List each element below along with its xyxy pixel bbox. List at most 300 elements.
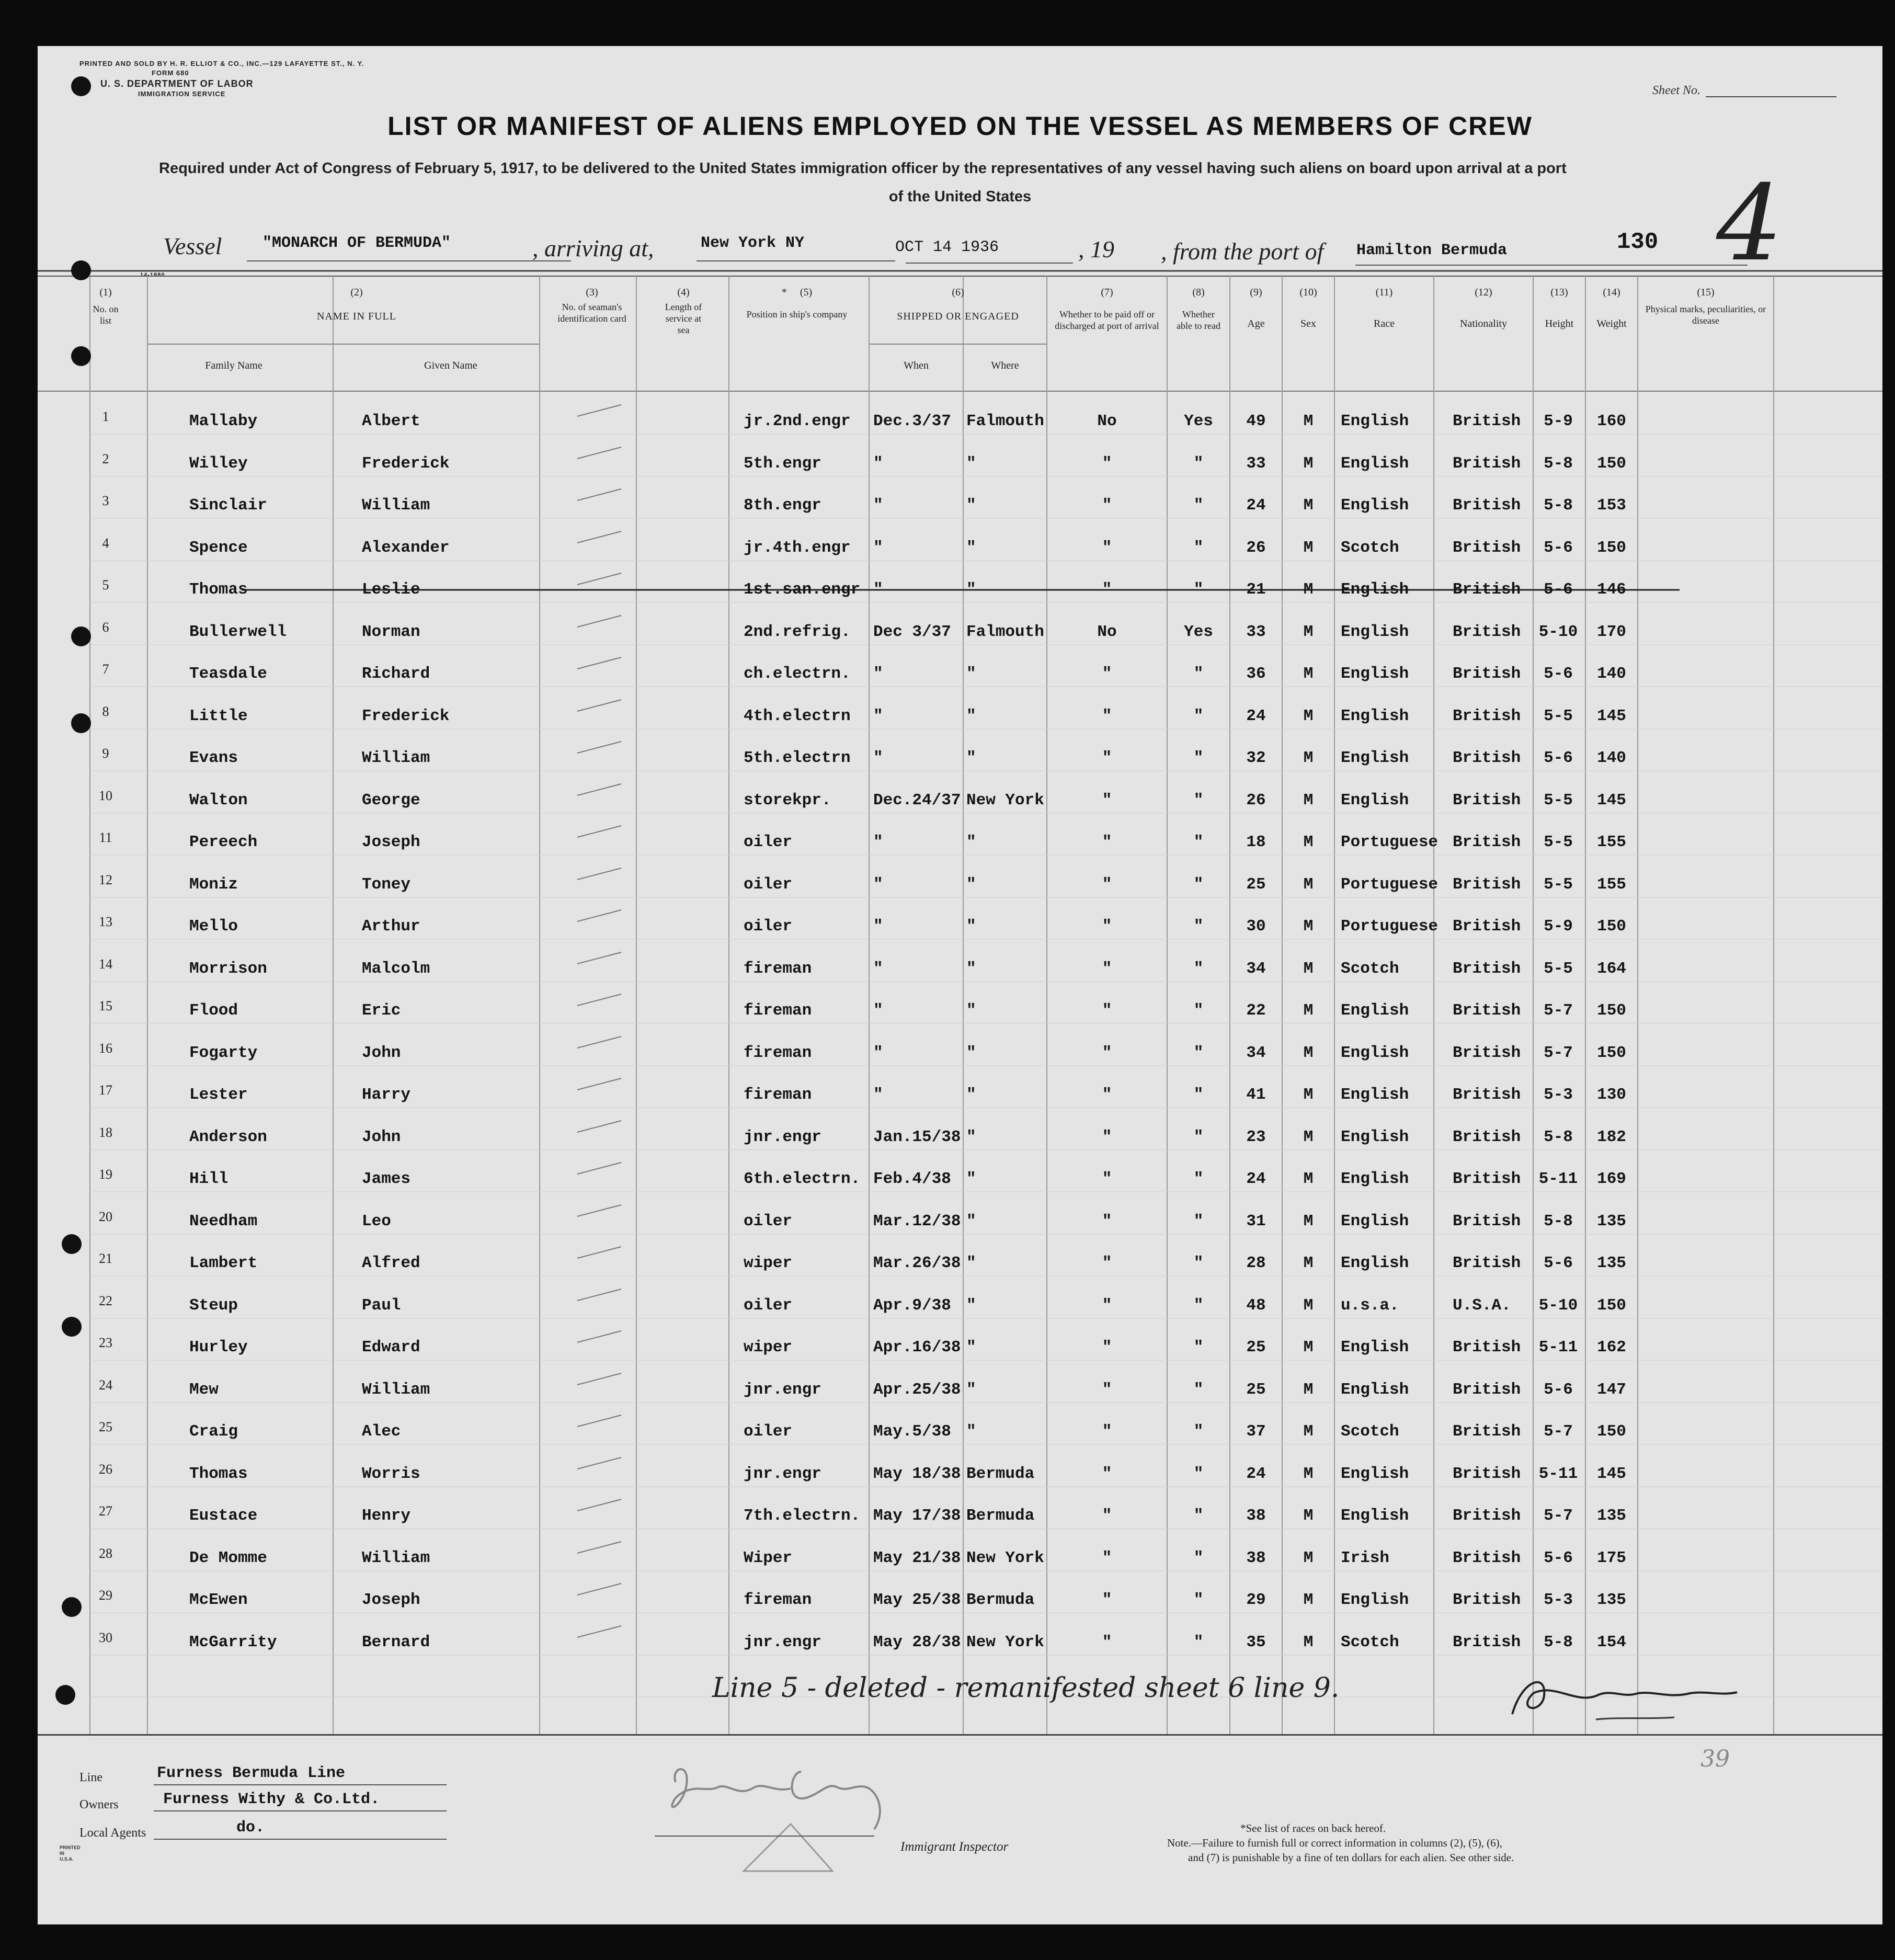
list-number: 22 <box>99 1293 112 1308</box>
table-row <box>38 1293 1882 1328</box>
shipped-where: " <box>966 496 976 515</box>
shipped-when: " <box>873 749 883 767</box>
able-to-read: " <box>1193 1001 1204 1020</box>
id-card-tick <box>576 824 623 839</box>
position: jr.2nd.engr <box>744 412 851 430</box>
able-to-read: " <box>1193 1381 1204 1399</box>
table-row <box>38 1377 1882 1412</box>
punch-hole <box>71 346 91 366</box>
height: 5-8 <box>1544 496 1573 515</box>
family-name: Thomas <box>189 1465 248 1483</box>
agents-underline <box>154 1839 447 1840</box>
weight: 160 <box>1597 412 1626 430</box>
race: English <box>1341 1507 1409 1525</box>
table-row <box>38 493 1882 528</box>
shipped-where: " <box>966 960 976 978</box>
nationality: British <box>1453 1507 1521 1525</box>
list-number: 30 <box>99 1630 112 1645</box>
col-2-header: (2) NAME IN FULL <box>317 287 396 322</box>
shipped-where: " <box>966 833 976 851</box>
shipped-when: " <box>873 580 883 599</box>
from-port-label: , from the port of <box>1161 238 1324 265</box>
owners-value: Furness Withy & Co.Ltd. <box>163 1791 380 1808</box>
age: 24 <box>1246 707 1266 725</box>
table-row <box>38 409 1882 443</box>
shipped-when: " <box>873 539 883 557</box>
shipped-where: " <box>966 665 976 683</box>
given-name: Frederick <box>362 707 450 725</box>
table-row <box>38 1630 1882 1665</box>
position: ch.electrn. <box>744 665 851 683</box>
fine-note-line-1: Note.—Failure to furnish full or correct information in columns (2), (5), (6), <box>1167 1837 1502 1849</box>
weight: 169 <box>1597 1170 1626 1188</box>
service-label: IMMIGRATION SERVICE <box>138 90 226 98</box>
family-name: Evans <box>189 749 238 767</box>
weight: 154 <box>1597 1633 1626 1651</box>
year-label: , 19 <box>1078 236 1114 263</box>
id-card-tick <box>576 529 623 545</box>
race: English <box>1341 1465 1409 1483</box>
weight: 155 <box>1597 833 1626 851</box>
family-name: Needham <box>189 1212 258 1230</box>
list-number: 3 <box>102 493 109 508</box>
age: 25 <box>1246 875 1266 894</box>
shipped-where: New York <box>966 1633 1044 1651</box>
position: 2nd.refrig. <box>744 623 851 641</box>
position: jnr.engr <box>744 1465 821 1483</box>
id-card-tick <box>576 445 623 461</box>
list-number: 15 <box>99 998 112 1013</box>
table-row <box>38 1251 1882 1285</box>
shipped-where: " <box>966 1001 976 1020</box>
able-to-read: " <box>1193 960 1204 978</box>
col-13-header: (13) Height <box>1545 287 1574 329</box>
able-to-read: Yes <box>1184 412 1213 430</box>
height: 5-3 <box>1544 1591 1573 1609</box>
shipped-when: " <box>873 1086 883 1104</box>
arrival-date-stamp: OCT 14 1936 <box>895 238 999 256</box>
nationality: British <box>1453 875 1521 894</box>
line-label: Line <box>79 1771 102 1784</box>
height: 5-5 <box>1544 875 1573 894</box>
id-card-tick <box>576 487 623 503</box>
given-name: John <box>362 1044 401 1062</box>
sex: M <box>1303 496 1314 515</box>
corner-mark: 4 <box>1716 163 1783 284</box>
age: 23 <box>1246 1128 1266 1146</box>
able-to-read: Yes <box>1184 623 1213 641</box>
punch-hole <box>71 713 91 733</box>
position: Wiper <box>744 1549 793 1567</box>
position: jnr.engr <box>744 1381 821 1399</box>
shipped-when: " <box>873 496 883 515</box>
given-name: Worris <box>362 1465 420 1483</box>
shipped-where: " <box>966 1254 976 1272</box>
able-to-read: " <box>1193 665 1204 683</box>
immigrant-inspector-signature <box>655 1751 948 1876</box>
shipped-when: Apr.16/38 <box>873 1338 961 1357</box>
position: fireman <box>744 960 812 978</box>
given-name: James <box>362 1170 411 1188</box>
list-number: 16 <box>99 1041 112 1056</box>
weight: 170 <box>1597 623 1626 641</box>
family-name: Anderson <box>189 1128 267 1146</box>
list-number: 10 <box>99 788 112 803</box>
shipped-where: " <box>966 707 976 725</box>
nationality: British <box>1453 1549 1521 1567</box>
subtitle-line-2: of the United States <box>888 188 1032 205</box>
id-card-tick <box>576 908 623 924</box>
given-name: William <box>362 496 430 515</box>
nationality: U.S.A. <box>1453 1296 1511 1315</box>
sex: M <box>1303 1381 1314 1399</box>
paid-off: " <box>1102 1549 1112 1567</box>
sex: M <box>1303 412 1314 430</box>
shipped-where: " <box>966 1338 976 1357</box>
list-number: 1 <box>102 409 109 424</box>
race: Portuguese <box>1341 875 1439 894</box>
position: oiler <box>744 1296 793 1315</box>
shipped-when: " <box>873 1001 883 1020</box>
given-name: Henry <box>362 1507 411 1525</box>
race: English <box>1341 707 1409 725</box>
race: English <box>1341 1381 1409 1399</box>
given-name: Joseph <box>362 833 420 851</box>
officer-initials-signature <box>1502 1667 1742 1730</box>
given-name-header: Given Name <box>424 360 477 371</box>
id-card-tick <box>576 655 623 671</box>
nationality: British <box>1453 791 1521 810</box>
col-10-header: (10) Sex <box>1299 287 1317 329</box>
position: oiler <box>744 1422 793 1441</box>
given-name: Arthur <box>362 917 420 936</box>
local-agents-label: Local Agents <box>79 1826 146 1840</box>
position: 1st.san.engr <box>744 580 861 599</box>
weight: 164 <box>1597 960 1626 978</box>
table-row <box>38 746 1882 780</box>
weight: 150 <box>1597 1422 1626 1441</box>
family-name: Teasdale <box>189 665 267 683</box>
manifest-sheet <box>38 46 1882 1924</box>
weight: 135 <box>1597 1212 1626 1230</box>
able-to-read: " <box>1193 1338 1204 1357</box>
list-number: 27 <box>99 1503 112 1519</box>
nationality: British <box>1453 833 1521 851</box>
shipped-where: " <box>966 1044 976 1062</box>
able-to-read: " <box>1193 1633 1204 1651</box>
position: fireman <box>744 1001 812 1020</box>
family-name: Bullerwell <box>189 623 287 641</box>
id-card-tick <box>576 950 623 966</box>
weight: 146 <box>1597 580 1626 599</box>
sex: M <box>1303 1296 1314 1315</box>
table-row <box>38 1546 1882 1580</box>
given-name: Frederick <box>362 454 450 473</box>
id-card-tick <box>576 782 623 797</box>
position: jr.4th.engr <box>744 539 851 557</box>
position: storekpr. <box>744 791 831 810</box>
paid-off: " <box>1102 917 1112 936</box>
paid-off: " <box>1102 1086 1112 1104</box>
shipped-where: " <box>966 1422 976 1441</box>
family-name-header: Family Name <box>205 360 262 371</box>
paid-off: " <box>1102 1422 1112 1441</box>
weight: 150 <box>1597 539 1626 557</box>
nationality: British <box>1453 1633 1521 1651</box>
weight: 150 <box>1597 454 1626 473</box>
race: Scotch <box>1341 1422 1399 1441</box>
col-15-header: (15) Physical marks, peculiarities, or disease <box>1645 287 1766 326</box>
table-row <box>38 1082 1882 1117</box>
list-number: 12 <box>99 872 112 887</box>
height: 5-6 <box>1544 1254 1573 1272</box>
page-mark: 39 <box>1700 1746 1730 1772</box>
sex: M <box>1303 1633 1314 1651</box>
position: oiler <box>744 1212 793 1230</box>
id-card-tick <box>576 739 623 755</box>
height: 5-11 <box>1538 1465 1578 1483</box>
sex: M <box>1303 1128 1314 1146</box>
position: wiper <box>744 1254 793 1272</box>
race: Portuguese <box>1341 917 1439 936</box>
id-card-tick <box>576 613 623 629</box>
race: English <box>1341 1338 1409 1357</box>
sex: M <box>1303 1591 1314 1609</box>
given-name: Richard <box>362 665 430 683</box>
weight: 145 <box>1597 707 1626 725</box>
id-card-tick <box>576 1076 623 1092</box>
family-name: Moniz <box>189 875 238 894</box>
nationality: British <box>1453 1170 1521 1188</box>
col-5-header: * (5) Position in ship's company <box>746 287 848 320</box>
id-card-tick <box>576 1371 623 1387</box>
paid-off: " <box>1102 875 1112 894</box>
sex: M <box>1303 623 1314 641</box>
able-to-read: " <box>1193 791 1204 810</box>
shipped-where: New York <box>966 1549 1044 1567</box>
height: 5-8 <box>1544 1633 1573 1651</box>
nationality: British <box>1453 1044 1521 1062</box>
family-name: Thomas <box>189 580 248 599</box>
height: 5-5 <box>1544 791 1573 810</box>
race: English <box>1341 665 1409 683</box>
paid-off: " <box>1102 749 1112 767</box>
sex: M <box>1303 539 1314 557</box>
sex: M <box>1303 665 1314 683</box>
vessel-name: "MONARCH OF BERMUDA" <box>262 234 451 252</box>
form-number: FORM 680 <box>152 69 189 77</box>
age: 29 <box>1246 1591 1266 1609</box>
id-card-tick <box>576 698 623 713</box>
given-name: Leo <box>362 1212 391 1230</box>
height: 5-7 <box>1544 1422 1573 1441</box>
punch-hole <box>71 76 91 96</box>
sex: M <box>1303 833 1314 851</box>
weight: 135 <box>1597 1254 1626 1272</box>
table-row <box>38 1209 1882 1244</box>
shipped-where: Bermuda <box>966 1591 1035 1609</box>
shipped-when: " <box>873 833 883 851</box>
position: 8th.engr <box>744 496 821 515</box>
owners-underline <box>154 1810 447 1811</box>
height: 5-6 <box>1544 665 1573 683</box>
list-number: 25 <box>99 1419 112 1434</box>
shipped-when: " <box>873 875 883 894</box>
nationality: British <box>1453 412 1521 430</box>
table-row <box>38 1041 1882 1075</box>
list-number: 7 <box>102 662 109 677</box>
table-row <box>38 451 1882 486</box>
family-name: Spence <box>189 539 248 557</box>
age: 37 <box>1246 1422 1266 1441</box>
list-number: 5 <box>102 577 109 592</box>
weight: 150 <box>1597 1296 1626 1315</box>
given-name: George <box>362 791 420 810</box>
given-name: John <box>362 1128 401 1146</box>
given-name: Edward <box>362 1338 420 1357</box>
list-number: 19 <box>99 1167 112 1182</box>
age: 49 <box>1246 412 1266 430</box>
family-name: Hill <box>189 1170 229 1188</box>
col-6-header: (6) SHIPPED OR ENGAGED <box>897 287 1019 322</box>
age: 48 <box>1246 1296 1266 1315</box>
sex: M <box>1303 1338 1314 1357</box>
family-name: De Momme <box>189 1549 267 1567</box>
shipped-when: May 17/38 <box>873 1507 961 1525</box>
page-title: LIST OR MANIFEST OF ALIENS EMPLOYED ON THE VESSEL AS MEMBERS OF CREW <box>387 111 1533 141</box>
given-name: William <box>362 749 430 767</box>
position: wiper <box>744 1338 793 1357</box>
given-name: William <box>362 1549 430 1567</box>
punch-hole <box>71 626 91 646</box>
nationality: British <box>1453 1591 1521 1609</box>
family-name: McEwen <box>189 1591 248 1609</box>
table-row <box>38 830 1882 864</box>
height: 5-6 <box>1544 749 1573 767</box>
race: Scotch <box>1341 960 1399 978</box>
age: 38 <box>1246 1507 1266 1525</box>
nationality: British <box>1453 623 1521 641</box>
family-name: Eustace <box>189 1507 258 1525</box>
shipped-where: Falmouth <box>966 412 1044 430</box>
shipped-when: May 18/38 <box>873 1465 961 1483</box>
race: English <box>1341 1254 1409 1272</box>
position: 7th.electrn. <box>744 1507 861 1525</box>
shipped-when: May.5/38 <box>873 1422 951 1441</box>
list-number: 18 <box>99 1125 112 1140</box>
age: 24 <box>1246 1465 1266 1483</box>
arriving-label: , arriving at, <box>532 235 654 261</box>
position: oiler <box>744 875 793 894</box>
shipped-when: Apr.9/38 <box>873 1296 951 1315</box>
id-card-tick <box>576 403 623 418</box>
able-to-read: " <box>1193 1128 1204 1146</box>
id-card-tick <box>576 1581 623 1597</box>
given-name: Alec <box>362 1422 401 1441</box>
position: 4th.electrn <box>744 707 851 725</box>
paid-off: " <box>1102 1128 1112 1146</box>
id-card-tick <box>576 1624 623 1639</box>
nationality: British <box>1453 960 1521 978</box>
shipped-when: " <box>873 665 883 683</box>
age: 38 <box>1246 1549 1266 1567</box>
weight: 135 <box>1597 1507 1626 1525</box>
sex: M <box>1303 1086 1314 1104</box>
able-to-read: " <box>1193 1044 1204 1062</box>
race: English <box>1341 1128 1409 1146</box>
sex: M <box>1303 875 1314 894</box>
family-name: Lambert <box>189 1254 258 1272</box>
given-name: Norman <box>362 623 420 641</box>
paid-off: No <box>1097 412 1117 430</box>
col-8-header: (8) Whether able to read <box>1177 287 1220 331</box>
height: 5-7 <box>1544 1044 1573 1062</box>
height: 5-5 <box>1544 960 1573 978</box>
nationality: British <box>1453 1001 1521 1020</box>
from-port: Hamilton Bermuda <box>1356 242 1508 259</box>
id-card-tick <box>576 1203 623 1218</box>
weight: 147 <box>1597 1381 1626 1399</box>
shipped-when: Dec.3/37 <box>873 412 951 430</box>
race: English <box>1341 1591 1409 1609</box>
able-to-read: " <box>1193 917 1204 936</box>
nationality: British <box>1453 917 1521 936</box>
age: 35 <box>1246 1633 1266 1651</box>
shipped-where: " <box>966 539 976 557</box>
position: 5th.electrn <box>744 749 851 767</box>
family-name: Fogarty <box>189 1044 258 1062</box>
id-card-tick <box>576 992 623 1008</box>
table-row <box>38 1125 1882 1159</box>
age: 25 <box>1246 1338 1266 1357</box>
list-number: 9 <box>102 746 109 761</box>
race: English <box>1341 580 1409 599</box>
paid-off: " <box>1102 791 1112 810</box>
shipped-when: May 25/38 <box>873 1591 961 1609</box>
shipped-when: " <box>873 1044 883 1062</box>
department-label: U. S. DEPARTMENT OF LABOR <box>100 78 254 89</box>
nationality: British <box>1453 496 1521 515</box>
race: English <box>1341 1170 1409 1188</box>
age: 24 <box>1246 496 1266 515</box>
height: 5-5 <box>1544 833 1573 851</box>
shipped-when: " <box>873 917 883 936</box>
race: English <box>1341 1086 1409 1104</box>
shipped-when: Mar.26/38 <box>873 1254 961 1272</box>
weight: 135 <box>1597 1591 1626 1609</box>
punch-hole <box>71 260 91 280</box>
shipped-when: " <box>873 454 883 473</box>
height: 5-7 <box>1544 1507 1573 1525</box>
list-number: 11 <box>99 830 112 845</box>
able-to-read: " <box>1193 539 1204 557</box>
list-number: 13 <box>99 914 112 929</box>
age: 26 <box>1246 791 1266 810</box>
race: English <box>1341 1212 1409 1230</box>
sheet-no-label: Sheet No. <box>1652 84 1700 97</box>
paid-off: " <box>1102 496 1112 515</box>
paid-off: " <box>1102 1338 1112 1357</box>
family-name: Mallaby <box>189 412 258 430</box>
weight: 145 <box>1597 1465 1626 1483</box>
printed-in-usa: PRINTED IN U.S.A. <box>60 1845 81 1862</box>
paid-off: No <box>1097 623 1117 641</box>
list-number: 26 <box>99 1462 112 1477</box>
shipped-where: " <box>966 580 976 599</box>
sex: M <box>1303 917 1314 936</box>
shipped-where: " <box>966 1128 976 1146</box>
paid-off: " <box>1102 960 1112 978</box>
